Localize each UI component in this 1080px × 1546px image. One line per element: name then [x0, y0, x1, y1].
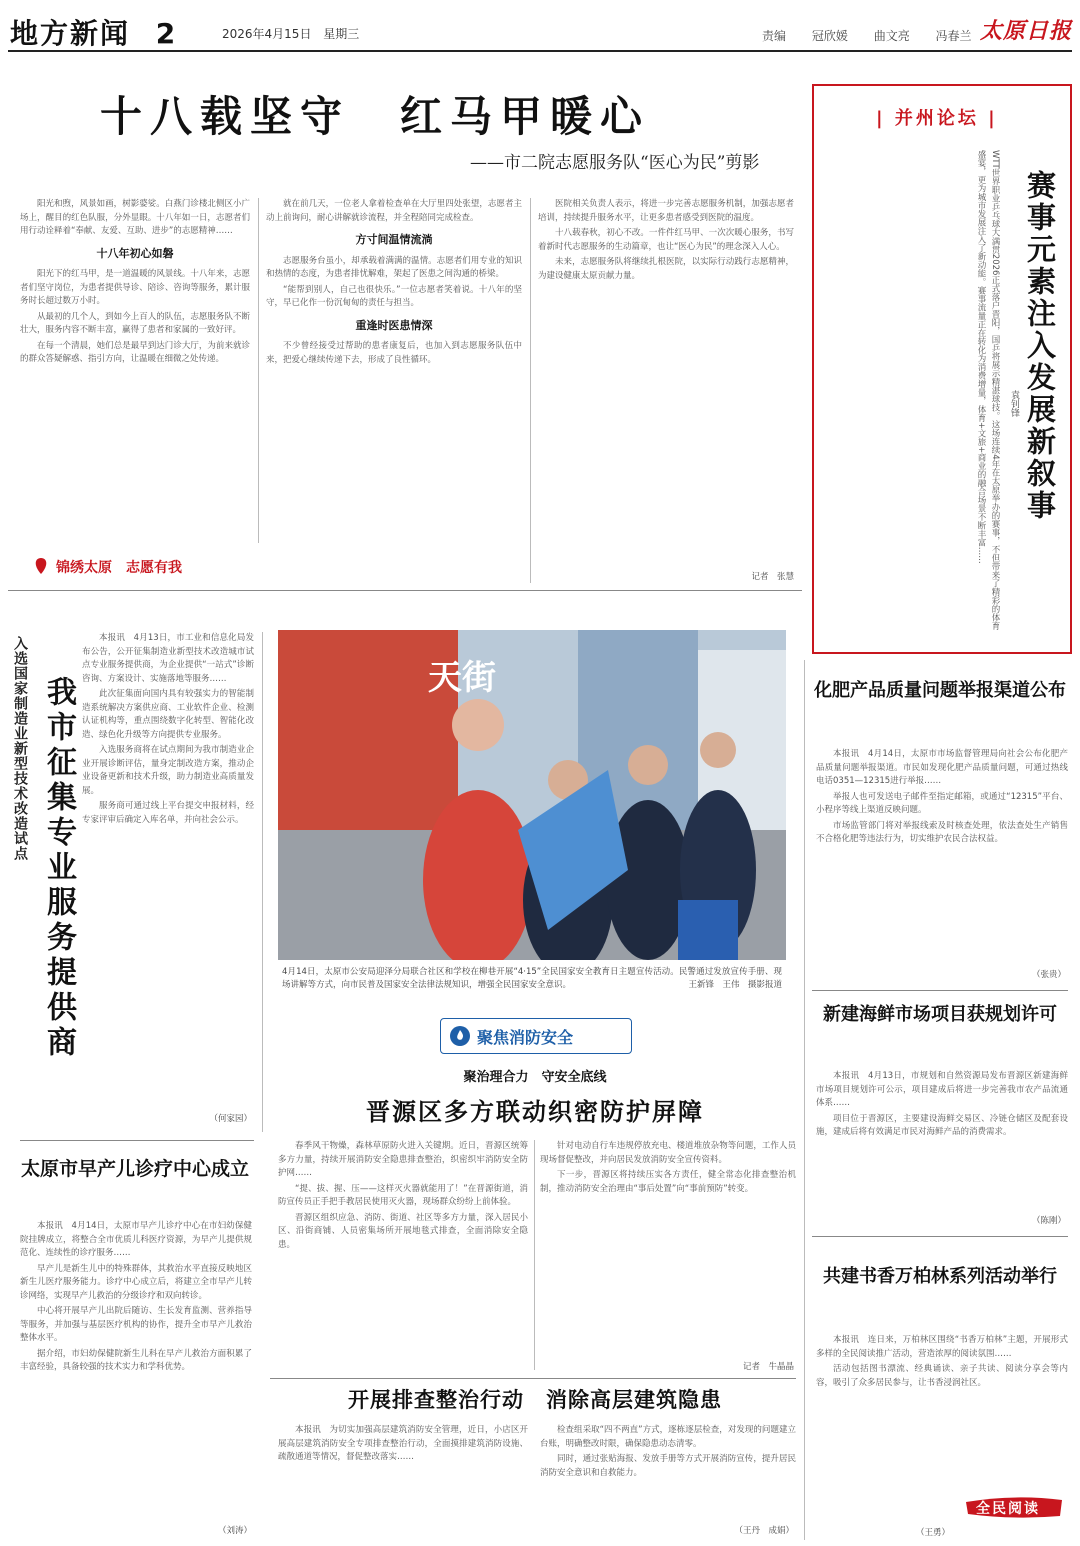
fertilizer-body: 本报讯 4月14日，太原市市场监督管理局向社会公布化肥产品质量问题举报渠道。市民如发现化肥产品质量问题，可通过热线电话0351—12315进行举报…… 举报人也可发送电子邮件至指定邮箱，或通过“12315”平台、小程序等线上渠道反映问题。 市场监管部门将对举报线索及时核查处理，依法查处生产销售不合格化肥等违法行为，切实维护农民合法权益。: [816, 749, 1068, 844]
fertilizer-lead-paragraph: 本报讯 4月14日，太原市市场监督管理局向社会公布化肥产品质量问题举报渠道。市民如发现化肥产品质量问题，可通过热线电话0351—12315进行举报……: [816, 749, 1068, 786]
column-divider: [804, 660, 805, 1540]
forum-body: WTT世界职业乒乓球大满贯2026正式落户晋阳，国乒将展示精湛球技。这场连续4年在太原举办的赛事，不但带来了精彩的体育盛宴，更为城市发展注入了新动能。赛事流量正在转化为消费增量，体育+文旅+商业的融合场景不断丰富……: [976, 150, 1000, 630]
fire-lead-paragraph: 春季风干物燥，森林草原防火进入关键期。近日，晋源区统筹多方力量，持续开展消防安全隐患排查整治，织密织牢消防安全防护网……: [278, 1141, 528, 1178]
news-photo: [278, 630, 786, 960]
photo-credit: 王新锋 王伟 摄影报道: [688, 980, 782, 990]
date-text: 2026年4月15日: [222, 27, 312, 41]
fire-icon: [449, 1025, 471, 1047]
section-rule: [8, 590, 802, 591]
weekday-text: 星期三: [323, 27, 360, 41]
fire-author: 记者 牛晶晶: [742, 1362, 794, 1372]
highrise-col-2: 检查组采取“四不两直”方式，逐栋逐层检查，对发现的问题建立台账，明确整改时限，确保隐患动态清零。 同时，通过张贴海报、发放手册等方式开展消防宣传，提升居民消防安全意识和自救能力。: [540, 1425, 796, 1478]
staff-name: 曲文亮: [873, 29, 910, 43]
reading-body: 本报讯 连日来，万柏林区围绕“书香万柏林”主题，开展形式多样的全民阅读推广活动，营造浓厚的阅读氛围…… 活动包括图书漂流、经典诵读、亲子共读、阅读分享会等内容，吸引了众多居民参与，让书香浸润社区。: [816, 1335, 1068, 1388]
seafood-author: （陈刚）: [1031, 1216, 1066, 1226]
issue-date: [222, 25, 367, 42]
reading-logo: [964, 1494, 1064, 1520]
header-rule: [8, 50, 1072, 52]
reading-author: （王勇）: [915, 1528, 950, 1538]
fire-safety-label: [440, 1018, 632, 1054]
section-title-text: 地方新闻: [10, 17, 131, 50]
staff-role: 责编: [762, 29, 787, 43]
section-rule: [812, 1236, 1068, 1237]
highrise-headline: 开展排查整治行动 消除高层建筑隐患: [348, 1387, 722, 1412]
lead-section-heading: 方寸间温情流淌: [355, 233, 433, 246]
lead-headline: 十八载坚守 红马甲暖心: [100, 92, 651, 141]
reading-headline: 共建书香万柏林系列活动举行: [823, 1266, 1057, 1287]
fire-safety-kicker: 聚治理合力 守安全底线: [463, 1070, 607, 1085]
seafood-headline: 新建海鲜市场项目获规划许可: [823, 1004, 1057, 1025]
preterm-author: （刘涛）: [217, 1526, 252, 1536]
lead-intro: 阳光和煦，风景如画，树影婆娑。白燕门诊楼北侧区小广场上，醒目的红色队服，分外显眼。十八年如一日，志愿者们用行动诠释着“奉献、友爱、互助、进步”的志愿精神……: [20, 199, 250, 236]
seafood-body: 本报讯 4月13日，市规划和自然资源局发布晋源区新建海鲜市场项目规划许可公示，项目建成后将进一步完善我市农产品流通体系…… 项目位于晋源区，主要建设海鲜交易区、冷链仓储区及配套设施，建成后将有效满足市民对海鲜产品的消费需求。: [816, 1071, 1068, 1137]
volunteer-logo: [30, 555, 230, 577]
fertilizer-author: （张贵）: [1031, 970, 1066, 980]
lead-section-heading: 十八年初心如磐: [96, 246, 174, 260]
fertilizer-headline: 化肥产品质量问题举报渠道公布: [814, 680, 1066, 701]
photo-illustration: [278, 630, 786, 960]
zhengji-headline: 我市征集专业服务提供商: [41, 676, 76, 1061]
section-rule: [270, 1378, 796, 1379]
staff-name: 冠欣媛: [811, 29, 848, 43]
fire-col-1: 春季风干物燥，森林草原防火进入关键期。近日，晋源区统筹多方力量，持续开展消防安全隐患排查整治，织密织牢消防安全防护网…… “提、拔、握、压——这样灭火器就能用了！”在晋源街道，消防宣传员正手把手教居民使用灭火器，现场群众纷纷上前体验。 晋源区组织应急、消防、街道、社区等多方力量，深入居民小区、沿街商铺、人员密集场所开展地毯式排查，全面消除安全隐患。: [278, 1141, 528, 1250]
page-number: 2: [155, 17, 178, 50]
lead-section-heading: 重逢时医患情深: [355, 318, 433, 332]
zhengji-body: 本报讯 4月13日，市工业和信息化局发布公告，公开征集制造业新型技术改造城市试点专业服务提供商，为企业提供“一站式”诊断咨询、方案设计、实施落地等服务…… 此次征集面向国内具有较强实力的智能制造系统解决方案供应商、工业软件企业、检测认证机构等，重点围绕数字化转型、智能化改造、绿色化升级等方向提供专业服务。 入选服务商将在试点期间为我市制造业企业开展诊断评估，量身定制改造方案，推动企业设备更新和技术升级，助力制造业高质量发展。 服务商可通过线上平台提交申报材料，经专家评审后确定入库名单，并向社会公示。: [82, 633, 254, 825]
reading-lead-paragraph: 本报讯 连日来，万柏林区围绕“书香万柏林”主题，开展形式多样的全民阅读推广活动，营造浓厚的阅读氛围……: [816, 1335, 1068, 1359]
forum-headline: 赛事元素注入发展新叙事: [1023, 170, 1057, 522]
lead-col-1: 阳光和煦，风景如画，树影婆娑。白燕门诊楼北侧区小广场上，醒目的红色队服，分外显眼。十八年如一日，志愿者们用行动诠释着“奉献、友爱、互助、进步”的志愿精神…… 十八年初心如磐 阳光下的红马甲，是一道温暖的风景线。十八年来，志愿者们坚守岗位，为患者提供导诊、陪诊、咨询等服务，累计服务时长超过数万小时。 从最初的几个人，到如今上百人的队伍，志愿服务队不断壮大，服务内容不断丰富，赢得了患者和家属的一致好评。 在每一个清晨，她们总是最早到达门诊大厅，为前来就诊的群众答疑解惑、指引方向，让温暖在细微之处传递。: [20, 199, 250, 364]
lead-author: 记者 张慧: [751, 572, 794, 582]
lead-subhead: ——市二院志愿服务队“医心为民”剪影: [470, 153, 760, 173]
fire-safety-headline: 晋源区多方联动织密防护屏障: [366, 1097, 704, 1126]
forum-label: | 并州论坛 |: [876, 108, 998, 129]
column-divider: [258, 198, 259, 543]
preterm-body: 本报讯 4月14日，太原市早产儿诊疗中心在市妇幼保健院挂牌成立，将整合全市优质儿科医疗资源，为早产儿提供规范化、连续性的诊疗服务…… 早产儿是新生儿中的特殊群体，其救治水平直接反映地区新生儿医疗服务能力。诊疗中心成立后，将建立全市早产儿转诊网络，实现早产儿救治的分级诊疗和双向转诊。 中心将开展早产儿出院后随访、生长发育监测、营养指导等服务，并加强与基层医疗机构的协作，提升全市早产儿救治整体水平。 据介绍，市妇幼保健院新生儿科在早产儿救治方面积累了丰富经验，具备较强的技术实力和学科优势。: [20, 1221, 252, 1372]
volunteer-logo-text: 锦绣太原 志愿有我: [56, 560, 182, 576]
section-rule: [20, 1140, 254, 1141]
lead-col-3: 医院相关负责人表示，将进一步完善志愿服务机制，加强志愿者培训，持续提升服务水平，让更多患者感受到医院的温度。 十八载春秋，初心不改。一件件红马甲、一次次暖心服务，书写着新时代志愿服务的生动篇章，也让“医心为民”的理念深入人心。 未来，志愿服务队将继续扎根医院，以实际行动践行志愿精神，为建设健康太原贡献力量。: [538, 199, 794, 281]
photo-caption: [282, 966, 782, 1008]
section-rule: [812, 990, 1068, 991]
column-divider: [534, 1140, 535, 1370]
highrise-col-1: [278, 1424, 528, 1536]
column-divider: [530, 198, 531, 583]
zhengji-lead-paragraph: 本报讯 4月13日，市工业和信息化局发布公告，公开征集制造业新型技术改造城市试点专业服务提供商，为企业提供“一站式”诊断咨询、方案设计、实施落地等服务……: [82, 633, 254, 684]
photo-sign-text: 天街: [428, 658, 496, 698]
lead-col-2: 就在前几天，一位老人拿着检查单在大厅里四处张望，志愿者主动上前询问，耐心讲解就诊流程，并全程陪同完成检查。 方寸间温情流淌 志愿服务台虽小，却承载着满满的温情。志愿者们用专业的知识和热情的态度，为患者排忧解难，架起了医患之间沟通的桥梁。 “能帮到别人，自己也很快乐。”一位志愿者笑着说。十八年的坚守，早已化作一份沉甸甸的责任与担当。 重逢时医患情深 不少曾经接受过帮助的患者康复后，也加入到志愿服务队伍中来，把爱心继续传递下去，形成了良性循环。: [266, 199, 522, 365]
editor-credits: [762, 27, 994, 44]
forum-author: 袁钊锋: [1009, 390, 1019, 417]
forum-label-text: 并州论坛: [894, 108, 979, 129]
highrise-author: （王丹 成娟）: [734, 1526, 794, 1536]
column-divider: [262, 632, 263, 1132]
masthead-logo: 太原日报: [980, 18, 1073, 44]
highrise-lead-paragraph: 本报讯 为切实加强高层建筑消防安全管理，近日，小店区开展高层建筑消防安全专项排查整治行动，全面摸排建筑消防设施、疏散通道等情况，督促整改落实……: [278, 1425, 528, 1462]
photo-caption-text: 4月14日，太原市公安局迎泽分局联合社区和学校在柳巷开展“4·15”全民国家安全教育日主题宣传活动。民警通过发放宣传手册、现场讲解等方式，向市民普及国家安全法律法规知识，增强全民国家安全意识。: [282, 967, 782, 990]
ribbon-icon: [30, 555, 52, 577]
fire-safety-label-text: 聚焦消防安全: [477, 1028, 574, 1047]
reading-logo-text: 全民阅读: [976, 1501, 1040, 1517]
fire-col-2: 针对电动自行车违规停放充电、楼道堆放杂物等问题，工作人员现场督促整改，并向居民发放消防安全宣传资料。 下一步，晋源区将持续压实各方责任，健全常态化排查整治机制，推动消防安全治理由“事后处置”向“事前预防”转变。: [540, 1141, 796, 1194]
zhengji-kicker: 入选国家制造业新型技术改造试点: [12, 636, 28, 861]
seafood-lead-paragraph: 本报讯 4月13日，市规划和自然资源局发布晋源区新建海鲜市场项目规划许可公示，项目建成后将进一步完善我市农产品流通体系……: [816, 1071, 1068, 1108]
section-title: [10, 12, 177, 52]
preterm-lead-paragraph: 本报讯 4月14日，太原市早产儿诊疗中心在市妇幼保健院挂牌成立，将整合全市优质儿科医疗资源，为早产儿提供规范化、连续性的诊疗服务……: [20, 1221, 252, 1258]
zhengji-author: （何家园）: [209, 1114, 252, 1124]
staff-name: 冯春兰: [935, 29, 972, 43]
preterm-headline: 太原市早产儿诊疗中心成立: [20, 1158, 249, 1180]
